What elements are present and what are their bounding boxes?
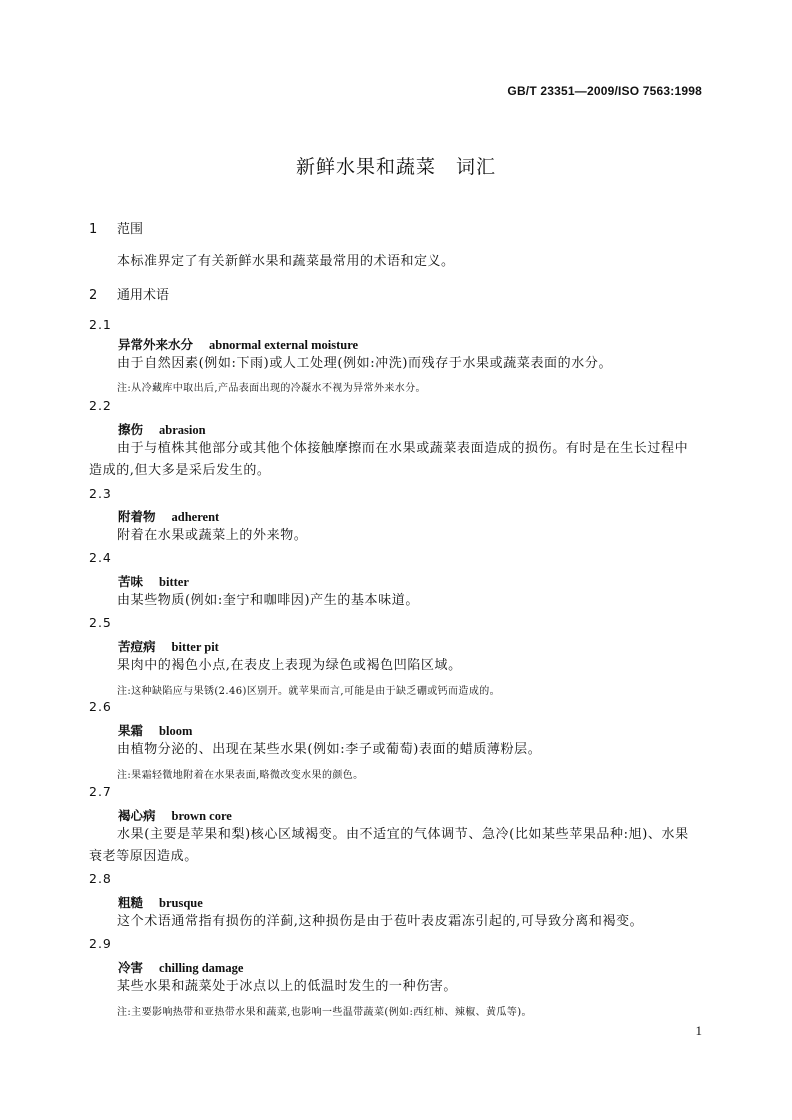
- section-number: 2: [89, 288, 98, 303]
- term-zh: 苦味: [118, 574, 144, 589]
- term-number: 2.1: [89, 317, 112, 332]
- term-definition: 水果(主要是苹果和梨)核心区域褐变。由不适宜的气体调节、急冷(比如某些苹果品种:旭)、水果衰老等原因造成。: [89, 827, 689, 864]
- term-note: 注:这种缺陷应与果锈(2.46)区别开。就苹果而言,可能是由于缺乏硼或钙而造成的。: [117, 686, 501, 697]
- term-number: 2.5: [89, 615, 112, 630]
- term-zh: 附着物: [118, 509, 156, 524]
- term-definition: 这个术语通常指有损伤的洋蓟,这种损伤是由于苞叶表皮霜冻引起的,可导致分离和褐变。: [117, 914, 644, 929]
- term-heading: [118, 335, 358, 353]
- term-zh: 褐心病: [118, 808, 156, 823]
- scope-paragraph: 本标准界定了有关新鲜水果和蔬菜最常用的术语和定义。: [117, 254, 455, 269]
- term-heading: [118, 637, 219, 655]
- document-title: 新鲜水果和蔬菜 词汇: [295, 156, 496, 178]
- term-zh: 冷害: [118, 960, 144, 975]
- term-en: adherent: [171, 510, 220, 524]
- page-number: 1: [695, 1023, 702, 1038]
- term-en: brusque: [159, 896, 203, 910]
- term-zh: 异常外来水分: [118, 337, 194, 352]
- term-en: bitter pit: [171, 640, 219, 654]
- section-heading-scope: [89, 218, 143, 237]
- section-number: 1: [89, 222, 98, 237]
- term-number: 2.8: [89, 871, 112, 886]
- term-number: 2.6: [89, 699, 112, 714]
- term-en: brown core: [171, 809, 232, 823]
- term-number: 2.9: [89, 936, 112, 951]
- term-zh: 果霜: [118, 723, 144, 738]
- section-title: 通用术语: [117, 288, 170, 303]
- term-note: 注:主要影响热带和亚热带水果和蔬菜,也影响一些温带蔬菜(例如:西红柿、辣椒、黄瓜等)。: [117, 1007, 532, 1018]
- term-heading: [118, 806, 232, 824]
- term-en: chilling damage: [159, 961, 244, 975]
- term-number: 2.4: [89, 550, 112, 565]
- term-heading: [118, 721, 192, 739]
- term-definition: 由某些物质(例如:奎宁和咖啡因)产生的基本味道。: [117, 593, 419, 608]
- term-en: bitter: [159, 575, 189, 589]
- term-heading: [118, 507, 219, 525]
- term-en: bloom: [159, 724, 193, 738]
- term-number: 2.7: [89, 784, 112, 799]
- term-zh: 粗糙: [118, 895, 144, 910]
- term-definition: 由于自然因素(例如:下雨)或人工处理(例如:冲洗)而残存于水果或蔬菜表面的水分。: [117, 356, 613, 371]
- term-number: 2.3: [89, 486, 112, 501]
- term-en: abrasion: [159, 423, 206, 437]
- term-heading: [118, 893, 203, 911]
- term-number: 2.2: [89, 398, 112, 413]
- standard-code: GB/T 23351—2009/ISO 7563:1998: [507, 84, 702, 98]
- term-note: 注:果霜轻微地附着在水果表面,略微改变水果的颜色。: [117, 770, 364, 781]
- term-definition: 由于与植株其他部分或其他个体接触摩擦而在水果或蔬菜表面造成的损伤。有时是在生长过程中造成的,但大多是采后发生的。: [89, 441, 689, 478]
- term-definition: 某些水果和蔬菜处于冰点以上的低温时发生的一种伤害。: [117, 979, 458, 994]
- term-definition: 由植物分泌的、出现在某些水果(例如:李子或葡萄)表面的蜡质薄粉层。: [117, 742, 542, 757]
- term-definition: 附着在水果或蔬菜上的外来物。: [117, 528, 308, 543]
- term-heading: [118, 572, 189, 590]
- term-heading: [118, 420, 206, 438]
- term-zh: 擦伤: [118, 422, 144, 437]
- term-definition: 果肉中的褐色小点,在表皮上表现为绿色或褐色凹陷区域。: [117, 658, 462, 673]
- term-zh: 苦痘病: [118, 639, 156, 654]
- term-en: abnormal external moisture: [209, 338, 359, 352]
- section-title: 范围: [117, 222, 144, 237]
- term-heading: [118, 958, 243, 976]
- section-heading-general-terms: [89, 284, 169, 303]
- term-note: 注:从冷藏库中取出后,产品表面出现的冷凝水不视为异常外来水分。: [117, 383, 426, 394]
